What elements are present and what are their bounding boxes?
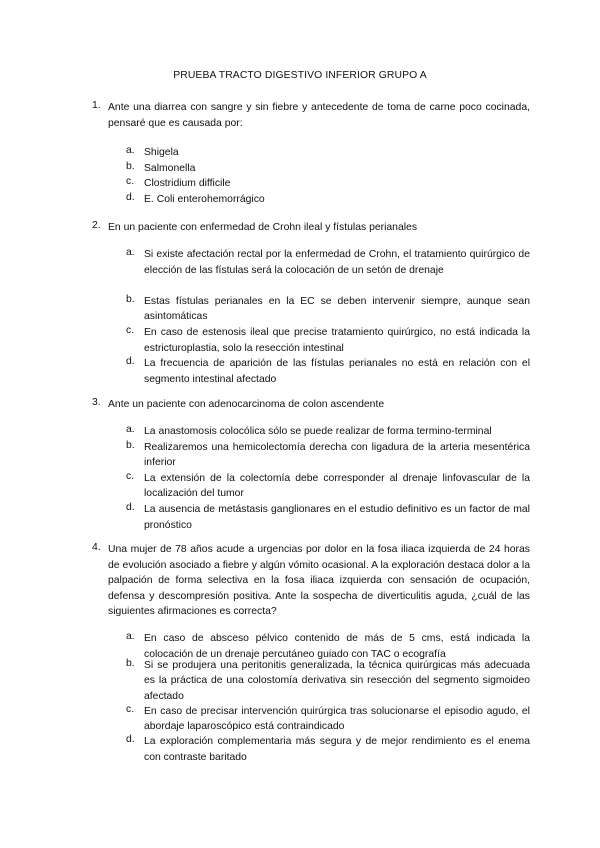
question-text: En un paciente con enfermedad de Crohn ileal y fístulas perianales (108, 222, 418, 233)
option-text: Si existe afectación rectal por la enfermedad de Crohn, el tratamiento quirúrgico de elección de las fístulas será la colocación de un setón de drenaje (144, 249, 530, 276)
option-letter: a. (126, 145, 135, 156)
option-letter: c. (126, 325, 135, 336)
option-letter: b. (126, 439, 135, 451)
option-text: La anastomosis colocólica sólo se puede realizar de forma termino-terminal (144, 426, 492, 437)
question-text: Ante un paciente con adenocarcinoma de colon ascendente (108, 399, 385, 410)
option-text: En caso de absceso pélvico contenido de más de 5 cms, está indicada la colocación de un drenaje percutáneo guiado con TAC o ecografía (144, 633, 530, 660)
option-letter: a. (126, 424, 135, 435)
question-text: Ante una diarrea con sangre y sin fiebre y antecedente de toma de carne poco cocinada, pensaré que es causada por: (108, 102, 530, 129)
question-text: Una mujer de 78 años acude a urgencias por dolor en la fosa iliaca izquierda de 24 horas de evolución asociado a fiebre y algún vómito ocasional. A la exploración destaca dolor a la palpación de forma selectiva en la fosa iliaca izquierda con sensación de ocupación, defensa y descompresión positiva. Ante la sospecha de diverticulitis aguda, ¿cuál de las siguientes afirmaciones es correcta? (108, 544, 530, 618)
option-letter: b. (126, 160, 135, 172)
question-number: 4. (92, 542, 101, 553)
option-text: La extensión de la colectomía debe corresponder al drenaje linfovascular de la localización del tumor (144, 472, 530, 500)
page-title: PRUEBA TRACTO DIGESTIVO INFERIOR GRUPO A (173, 70, 427, 81)
option-text: Si se produjera una peritonitis generalizada, la técnica quirúrgicas más adecuada es la práctica de una colostomía derivativa sin resección del segmento sigmoideo afectado (144, 659, 530, 702)
option-text: Salmonella (144, 162, 196, 174)
option-text: La exploración complementaria más segura y de mejor rendimiento es el enema con contraste baritado (144, 736, 530, 763)
option-letter: c. (126, 703, 135, 715)
option-letter: d. (126, 502, 135, 513)
option-text: Realizaremos una hemicolectomía derecha con ligadura de la arteria mesentérica inferior (144, 441, 530, 469)
option-text: Shigela (144, 147, 179, 158)
option-text: La ausencia de metástasis ganglionares en el estudio definitivo es un factor de mal pronóstico (144, 504, 530, 531)
option-letter: d. (126, 734, 135, 746)
option-letter: d. (126, 356, 135, 368)
option-letter: c. (126, 470, 135, 482)
option-letter: b. (126, 293, 135, 305)
option-letter: a. (126, 631, 135, 642)
option-text: Clostridium difficile (144, 178, 231, 190)
option-text: La frecuencia de aparición de las fístulas perianales no está en relación con el segmento intestinal afectado (144, 358, 530, 385)
option-text: E. Coli enterohemorrágico (144, 193, 265, 205)
question-number: 2. (92, 220, 101, 231)
option-letter: b. (126, 657, 135, 669)
question-number: 3. (92, 397, 101, 408)
option-letter: a. (126, 247, 135, 258)
option-letter: d. (126, 191, 135, 203)
option-text: Estas fístulas perianales en la EC se deben intervenir siempre, aunque sean asintomáticas (144, 295, 530, 323)
question-number: 1. (92, 100, 101, 111)
option-text: En caso de estenosis ileal que precise tratamiento quirúrgico, no está indicada la estricturoplastia, solo la resección intestinal (144, 327, 530, 354)
option-letter: c. (126, 176, 135, 188)
option-text: En caso de precisar intervención quirúrgica tras solucionarse el episodio agudo, el abordaje laparoscópico está contraindicado (144, 705, 530, 733)
